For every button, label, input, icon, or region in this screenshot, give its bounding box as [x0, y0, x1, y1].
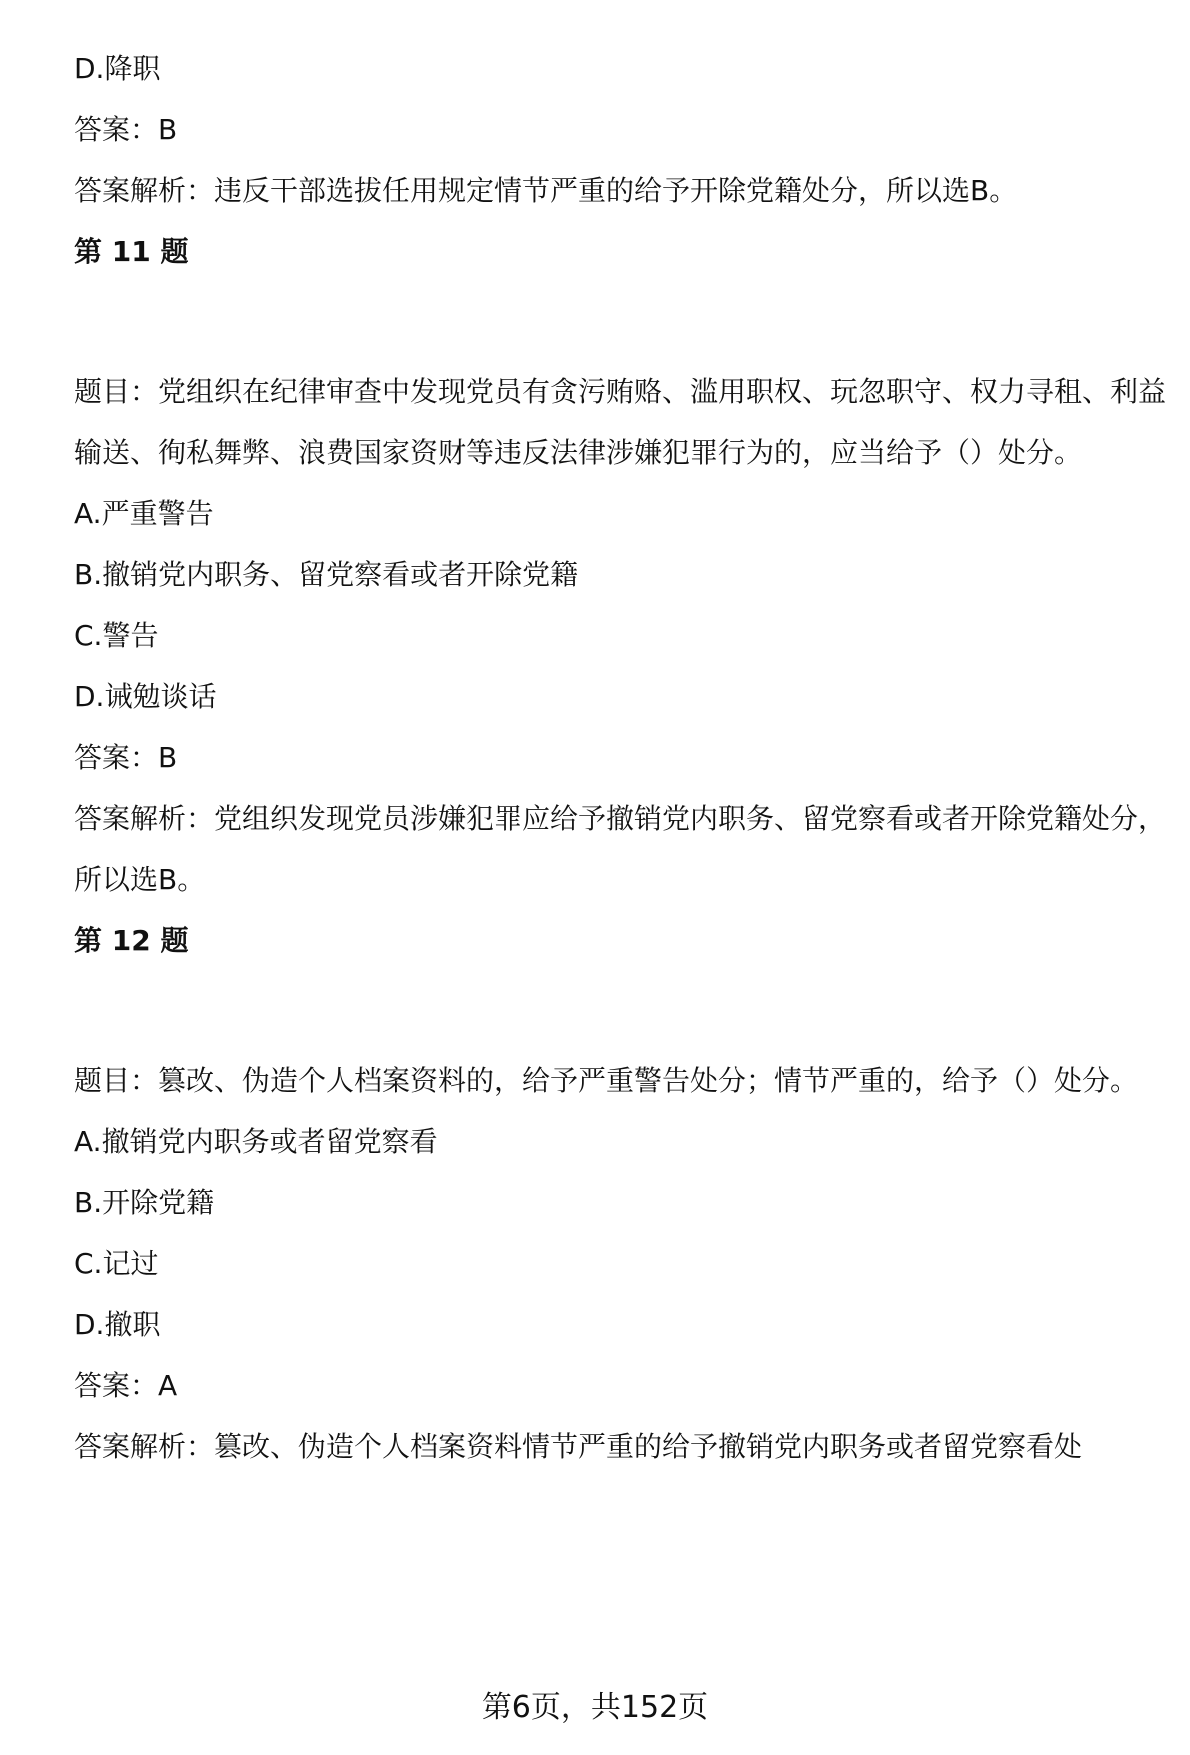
question-11-heading: 第 11 题	[74, 235, 189, 268]
prev-option-d: D.降职	[74, 52, 161, 85]
page-content	[74, 38, 1169, 1477]
question-11-option-c: C.警告	[74, 619, 159, 652]
question-12-heading: 第 12 题	[74, 924, 189, 957]
question-11-option-a: A.严重警告	[74, 497, 214, 530]
question-12-option-d: D.撤职	[74, 1308, 161, 1341]
page-number-footer: 第6页，共152页	[481, 1690, 709, 1725]
prev-analysis: 答案解析：违反干部选拔任用规定情节严重的给予开除党籍处分，所以选B。	[74, 174, 1018, 207]
question-12-analysis: 答案解析：篡改、伪造个人档案资料情节严重的给予撤销党内职务或者留党察看处	[74, 1430, 1083, 1463]
question-12-answer: 答案：A	[74, 1369, 178, 1402]
question-11-analysis: 答案解析：党组织发现党员涉嫌犯罪应给予撤销党内职务、留党察看或者开除党籍处分，所以选B。	[74, 802, 1167, 896]
prev-answer: 答案：B	[74, 113, 178, 146]
question-11-text: 题目：党组织在纪律审查中发现党员有贪污贿赂、滥用职权、玩忽职守、权力寻租、利益输送、徇私舞弊、浪费国家资财等违反法律涉嫌犯罪行为的，应当给予（）处分。	[74, 375, 1167, 469]
question-12-text: 题目：篡改、伪造个人档案资料的，给予严重警告处分；情节严重的，给予（）处分。	[74, 1064, 1139, 1097]
question-12-option-b: B.开除党籍	[74, 1186, 215, 1219]
question-12-option-a: A.撤销党内职务或者留党察看	[74, 1125, 438, 1158]
question-11-option-b: B.撤销党内职务、留党察看或者开除党籍	[74, 558, 579, 591]
question-11-answer: 答案：B	[74, 741, 178, 774]
question-11-option-d: D.诫勉谈话	[74, 680, 217, 713]
question-12-option-c: C.记过	[74, 1247, 159, 1280]
